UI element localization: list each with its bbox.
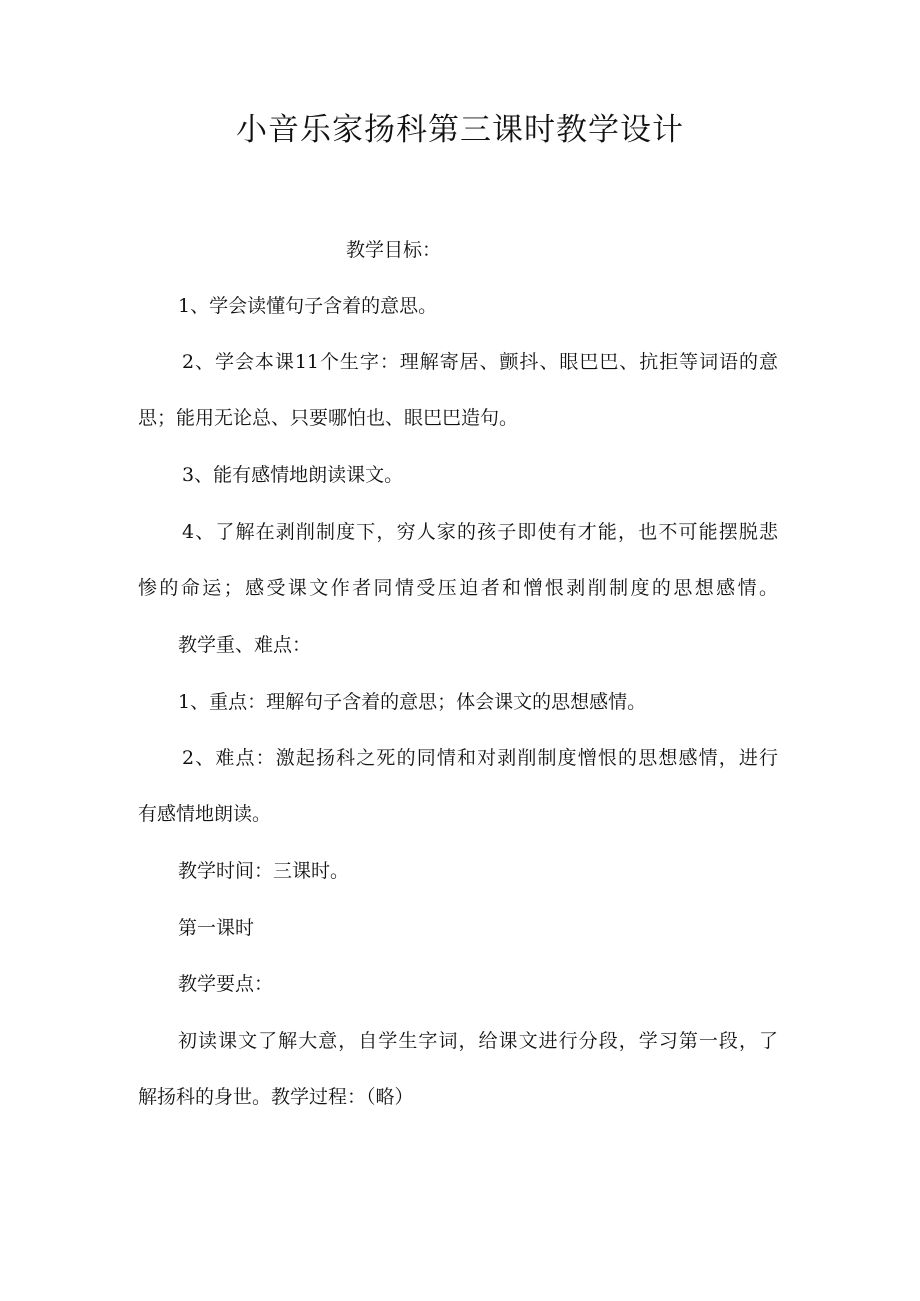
first-lesson-heading: 第一课时	[178, 917, 255, 939]
heading-teaching-objectives: 教学目标：	[346, 239, 442, 261]
document-title: 小音乐家扬科第三课时教学设计	[236, 112, 684, 148]
objective-3: 3、能有感情地朗读课文。	[182, 464, 404, 486]
teaching-points-line-1: 初读课文了解大意，自学生字词，给课文进行分段，学习第一段，了	[178, 1030, 778, 1052]
heading-teaching-points: 教学要点：	[178, 973, 274, 995]
heading-key-difficult-points: 教学重、难点：	[178, 634, 312, 656]
difficult-point-line-2: 有感情地朗读。	[138, 803, 272, 825]
objective-4-line-1: 4、了解在剥削制度下，穷人家的孩子即使有才能，也不可能摆脱悲	[182, 521, 778, 543]
teaching-points-line-2: 解扬科的身世。教学过程：（略）	[138, 1086, 414, 1108]
teaching-time: 教学时间：三课时。	[178, 860, 350, 882]
objective-4-line-2: 惨的命运；感受课文作者同情受压迫者和憎恨剥削制度的思想感情。	[138, 577, 778, 599]
objective-2-line-2: 思；能用无论总、只要哪怕也、眼巴巴造句。	[138, 407, 519, 429]
difficult-point-line-1: 2、难点：激起扬科之死的同情和对剥削制度憎恨的思想感情，进行	[182, 747, 778, 769]
objective-1: 1、学会读懂句子含着的意思。	[178, 295, 438, 317]
objective-2-line-1: 2、学会本课11个生字：理解寄居、颤抖、眼巴巴、抗拒等词语的意	[182, 351, 778, 373]
key-point: 1、重点：理解句子含着的意思；体会课文的思想感情。	[178, 691, 647, 713]
